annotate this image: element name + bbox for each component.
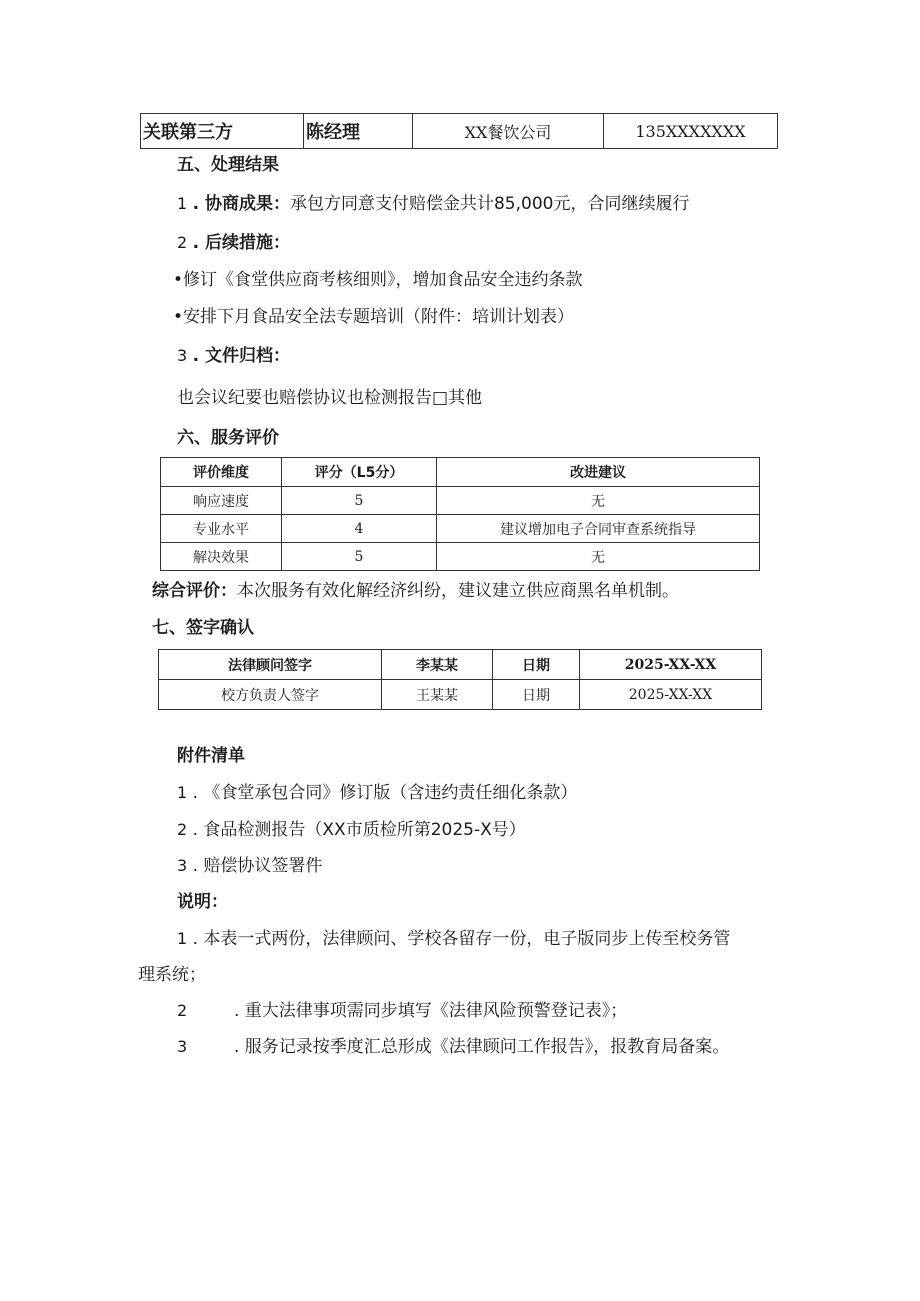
- table-cell: 响应速度: [161, 487, 282, 515]
- overall-evaluation: [152, 576, 679, 601]
- summary-label: 综合评价：: [152, 581, 237, 601]
- note-item: [177, 996, 627, 1021]
- summary-text: 本次服务有效化解经济纠纷，建议建立供应商黑名单机制。: [237, 581, 679, 601]
- table-cell: 5: [282, 543, 437, 571]
- column-header: 评价维度: [161, 458, 282, 487]
- notes-title: 说明：: [177, 892, 228, 912]
- section5-item3: [177, 341, 290, 366]
- table-cell: 建议增加电子合同审查系统指导: [437, 515, 760, 543]
- bullet-item: •修订《食堂供应商考核细则》，增加食品安全违约条款: [173, 270, 583, 290]
- item-number: 1: [177, 783, 188, 802]
- note-item: [177, 924, 730, 949]
- table-cell: 法律顾问签字: [159, 650, 382, 680]
- item-number: 3: [177, 856, 188, 875]
- table-cell: 解决效果: [161, 543, 282, 571]
- table-cell: 2025-XX-XX: [580, 650, 762, 680]
- section5-item2: [177, 228, 290, 253]
- item-label: . 文件归档：: [192, 346, 290, 366]
- table-cell: 无: [437, 543, 760, 571]
- item-text: . 服务记录按季度汇总形成《法律顾问工作报告》，报教育局备案。: [234, 1037, 730, 1057]
- item-text: . 重大法律事项需同步填写《法律风险预警登记表》；: [234, 1001, 628, 1021]
- item-number: 2: [177, 233, 188, 252]
- table-row: [159, 650, 762, 680]
- table-cell: 5: [282, 487, 437, 515]
- table-row: [161, 487, 760, 515]
- bullet-item: •安排下月食品安全法专题培训（附件：培训计划表）: [173, 307, 575, 327]
- contact-label: 关联第三方: [141, 114, 304, 149]
- contact-table: [140, 113, 778, 149]
- note-item-continuation: 理系统；: [138, 965, 206, 985]
- signature-table: [158, 649, 762, 710]
- note-item: [177, 1032, 729, 1057]
- item-number: 3: [177, 1037, 188, 1056]
- contact-company: XX餐饮公司: [413, 114, 604, 149]
- item-label: . 后续措施：: [192, 233, 290, 253]
- item-number: 2: [177, 820, 188, 839]
- table-row: [159, 680, 762, 710]
- table-cell: 日期: [493, 650, 580, 680]
- section7-title: 七、签字确认: [152, 618, 254, 638]
- section5-item1: [177, 189, 689, 214]
- contact-phone: 135XXXXXXX: [604, 114, 778, 149]
- column-header: 评分（L5分）: [282, 458, 437, 487]
- evaluation-table: [160, 457, 760, 571]
- table-row: [141, 114, 778, 149]
- item-text: . 赔偿协议签署件: [192, 856, 323, 876]
- contact-person: 陈经理: [304, 114, 413, 149]
- table-cell: 无: [437, 487, 760, 515]
- table-cell: 2025-XX-XX: [580, 680, 762, 710]
- table-row: [161, 515, 760, 543]
- item-number: 1: [177, 194, 188, 213]
- list-item: [177, 778, 577, 803]
- table-cell: 4: [282, 515, 437, 543]
- attachments-title: 附件清单: [177, 746, 245, 766]
- archive-options: 也会议纪要也赔偿协议也检测报告□其他: [177, 388, 483, 408]
- table-cell: 校方负责人签字: [159, 680, 382, 710]
- list-item: [177, 851, 322, 876]
- item-text: 承包方同意支付赔偿金共计85,000元，合同继续履行: [289, 194, 690, 214]
- table-row: [161, 543, 760, 571]
- table-cell: 李某某: [382, 650, 493, 680]
- section5-title: 五、处理结果: [177, 155, 279, 175]
- table-cell: 王某某: [382, 680, 493, 710]
- item-label: . 协商成果：: [192, 194, 290, 214]
- list-item: [177, 815, 526, 840]
- item-number: 1: [177, 929, 188, 948]
- item-text: . 食品检测报告（XX市质检所第2025-X号）: [192, 820, 526, 840]
- item-number: 3: [177, 346, 188, 365]
- table-cell: 专业水平: [161, 515, 282, 543]
- item-number: 2: [177, 1001, 188, 1020]
- item-text: . 《食堂承包合同》修订版（含违约责任细化条款）: [192, 783, 578, 803]
- item-text: . 本表一式两份，法律顾问、学校各留存一份，电子版同步上传至校务管: [192, 929, 731, 949]
- section6-title: 六、服务评价: [177, 428, 279, 448]
- table-cell: 日期: [493, 680, 580, 710]
- column-header: 改进建议: [437, 458, 760, 487]
- table-header-row: [161, 458, 760, 487]
